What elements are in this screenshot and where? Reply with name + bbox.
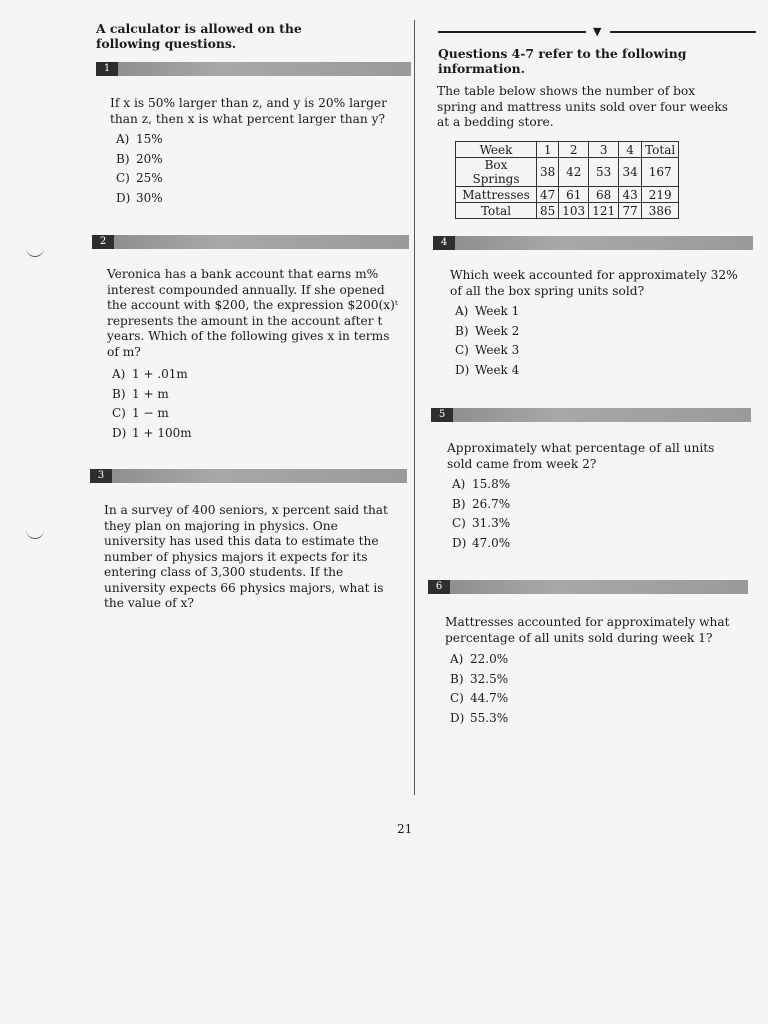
question-stem-1: If x is 50% larger than z, and y is 20% larger than z, then x is what percent larger than y? <box>110 96 387 126</box>
answer-choice[interactable]: B) 1 + m <box>112 386 169 401</box>
table-intro: The table below shows the number of box spring and mattress units sold over four weeks at a bedding store. <box>437 84 728 129</box>
choice-list-1 <box>116 130 163 208</box>
question-stem-6: Mattresses accounted for approximately what percentage of all units sold during week 1? <box>445 615 730 645</box>
question-bar-1 <box>96 62 411 76</box>
answer-choice[interactable]: A) Week 1 <box>455 304 520 318</box>
table-cell: 38 <box>537 158 559 187</box>
question-number: 6 <box>428 580 450 594</box>
answer-choice[interactable]: B) Week 2 <box>455 323 520 338</box>
answer-choice[interactable]: D) 55.3% <box>450 710 509 725</box>
table-cell: 47 <box>537 187 559 203</box>
table-cell: Total <box>456 203 537 219</box>
question-stem-4: Which week accounted for approximately 32% of all the box spring units sold? <box>450 268 738 298</box>
table-cell: 85 <box>537 203 559 219</box>
down-arrow-icon: ▼ <box>593 25 602 38</box>
table-cell: Box Springs <box>456 158 537 187</box>
table-cell: 43 <box>619 187 642 203</box>
table-header-cell: Week <box>456 142 537 158</box>
question-number: 5 <box>431 408 453 422</box>
table-row <box>456 203 679 219</box>
question-bar-5 <box>431 408 751 422</box>
question-stem-2: Veronica has a bank account that earns m% interest compounded annually. If she opened the account with $200, the expression $200(x)ᵗ represents the amount in the account after t years. Which of the following gives x in terms of m? <box>107 267 398 359</box>
table-cell: 103 <box>559 203 589 219</box>
answer-choice[interactable]: B) 20% <box>116 151 163 166</box>
answer-choice[interactable]: D) 47.0% <box>452 535 511 550</box>
table-cell: 68 <box>589 187 619 203</box>
question-bar-3 <box>90 469 407 483</box>
answer-choice[interactable]: B) 32.5% <box>450 671 509 686</box>
table-cell: 167 <box>642 158 679 187</box>
table-header-cell: 3 <box>589 142 619 158</box>
choice-list-2 <box>112 365 192 443</box>
table-cell: 121 <box>589 203 619 219</box>
choice-list-6 <box>450 650 508 728</box>
question-number: 3 <box>90 469 112 483</box>
answer-choice[interactable]: A) 1 + .01m <box>112 367 188 381</box>
answer-choice[interactable]: A) 22.0% <box>450 652 509 666</box>
question-number: 4 <box>433 236 455 250</box>
left-header: A calculator is allowed on the following questions. <box>96 21 302 51</box>
table-header-cell: 4 <box>619 142 642 158</box>
header-rule-right <box>610 31 756 33</box>
answer-choice[interactable]: C) Week 3 <box>455 343 520 357</box>
table-header-cell: Total <box>642 142 679 158</box>
answer-choice[interactable]: A) 15.8% <box>452 477 511 491</box>
column-divider <box>414 20 415 795</box>
right-header: Questions 4-7 refer to the following information. <box>438 46 687 76</box>
table-header-cell: 2 <box>559 142 589 158</box>
table-cell: 42 <box>559 158 589 187</box>
question-number: 2 <box>92 235 114 249</box>
answer-choice[interactable]: B) 26.7% <box>452 496 511 511</box>
table-cell: 386 <box>642 203 679 219</box>
answer-choice[interactable]: D) Week 4 <box>455 362 520 377</box>
answer-choice[interactable]: C) 44.7% <box>450 691 509 705</box>
table-cell: 77 <box>619 203 642 219</box>
question-bar-2 <box>92 235 409 249</box>
margin-mark <box>26 244 44 257</box>
question-bar-4 <box>433 236 753 250</box>
choice-list-5 <box>452 475 510 553</box>
answer-choice[interactable]: A) 15% <box>116 132 163 146</box>
page-number: 21 <box>397 822 413 836</box>
choice-list-4 <box>455 302 519 380</box>
answer-choice[interactable]: C) 25% <box>116 171 163 185</box>
table-cell: 34 <box>619 158 642 187</box>
table-cell: 219 <box>642 187 679 203</box>
header-rule-left <box>438 31 586 33</box>
answer-choice[interactable]: D) 1 + 100m <box>112 425 192 440</box>
answer-choice[interactable]: C) 31.3% <box>452 516 511 530</box>
table-cell: 61 <box>559 187 589 203</box>
answer-choice[interactable]: C) 1 − m <box>112 406 169 420</box>
question-stem-3: In a survey of 400 seniors, x percent said that they plan on majoring in physics. One university has used this data to estimate the number of physics majors it expects for its entering class of 3,300 students. If the university expects 66 physics majors, what is the value of x? <box>104 503 388 610</box>
answer-choice[interactable]: D) 30% <box>116 190 163 205</box>
table-header-cell: 1 <box>537 142 559 158</box>
table-row <box>456 158 679 187</box>
table-cell: 53 <box>589 158 619 187</box>
question-stem-5: Approximately what percentage of all units sold came from week 2? <box>447 441 715 471</box>
table-header-row <box>456 142 679 158</box>
table-row <box>456 187 679 203</box>
question-bar-6 <box>428 580 748 594</box>
sales-table <box>455 141 679 219</box>
margin-mark <box>26 526 44 539</box>
table-cell: Mattresses <box>456 187 537 203</box>
question-number: 1 <box>96 62 118 76</box>
